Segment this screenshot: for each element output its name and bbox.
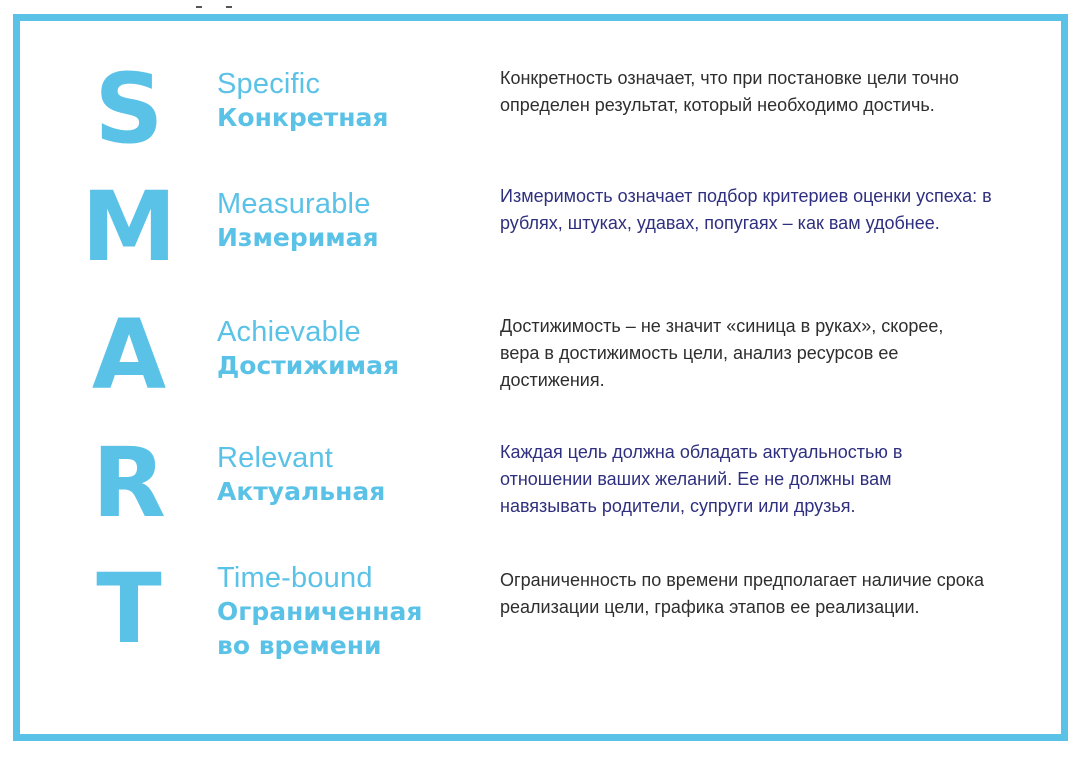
- mark-right: [226, 6, 232, 8]
- term-ru: Ограниченная во времени: [217, 597, 423, 660]
- term-specific: [217, 67, 477, 135]
- term-ru: Актуальная: [217, 477, 386, 506]
- term-en: Achievable: [217, 316, 361, 348]
- letter-m: M: [81, 171, 177, 283]
- term-ru: Конкретная: [217, 103, 389, 132]
- term-achievable: [217, 315, 477, 383]
- term-en: Relevant: [217, 442, 334, 474]
- term-ru: Измеримая: [217, 223, 379, 252]
- description-relevant: Каждая цель должна обладать актуальностью в отношении ваших желаний. Ее не должны вам навязывать родители, супруги или друзья.: [500, 442, 903, 516]
- letter-r: R: [92, 427, 166, 539]
- term-en: Time-bound: [217, 562, 373, 594]
- description-achievable: Достижимость – не значит «синица в руках», скорее, вера в достижимость цели, анализ ресурсов ее достижения.: [500, 316, 944, 390]
- term-relevant: [217, 441, 477, 509]
- term-measurable: [217, 187, 477, 255]
- description-specific: Конкретность означает, что при постановке цели точно определен результат, который необходимо достичь.: [500, 68, 959, 115]
- letter-s: S: [94, 53, 164, 165]
- term-en: Specific: [217, 68, 321, 100]
- term-time-bound: [217, 561, 457, 663]
- smart-frame: [13, 14, 1068, 741]
- term-en: Measurable: [217, 188, 371, 220]
- letter-t: T: [96, 553, 162, 665]
- top-edge-marks: [196, 2, 240, 10]
- term-ru: Достижимая: [217, 351, 400, 380]
- description-time-bound: Ограниченность по времени предполагает наличие срока реализации цели, графика этапов ее реализации.: [500, 570, 985, 617]
- letter-a: A: [91, 299, 167, 411]
- mark-left: [196, 6, 202, 8]
- description-measurable: Измеримость означает подбор критериев оценки успеха: в рублях, штуках, удавах, попугаях – как вам удобнее.: [500, 186, 992, 233]
